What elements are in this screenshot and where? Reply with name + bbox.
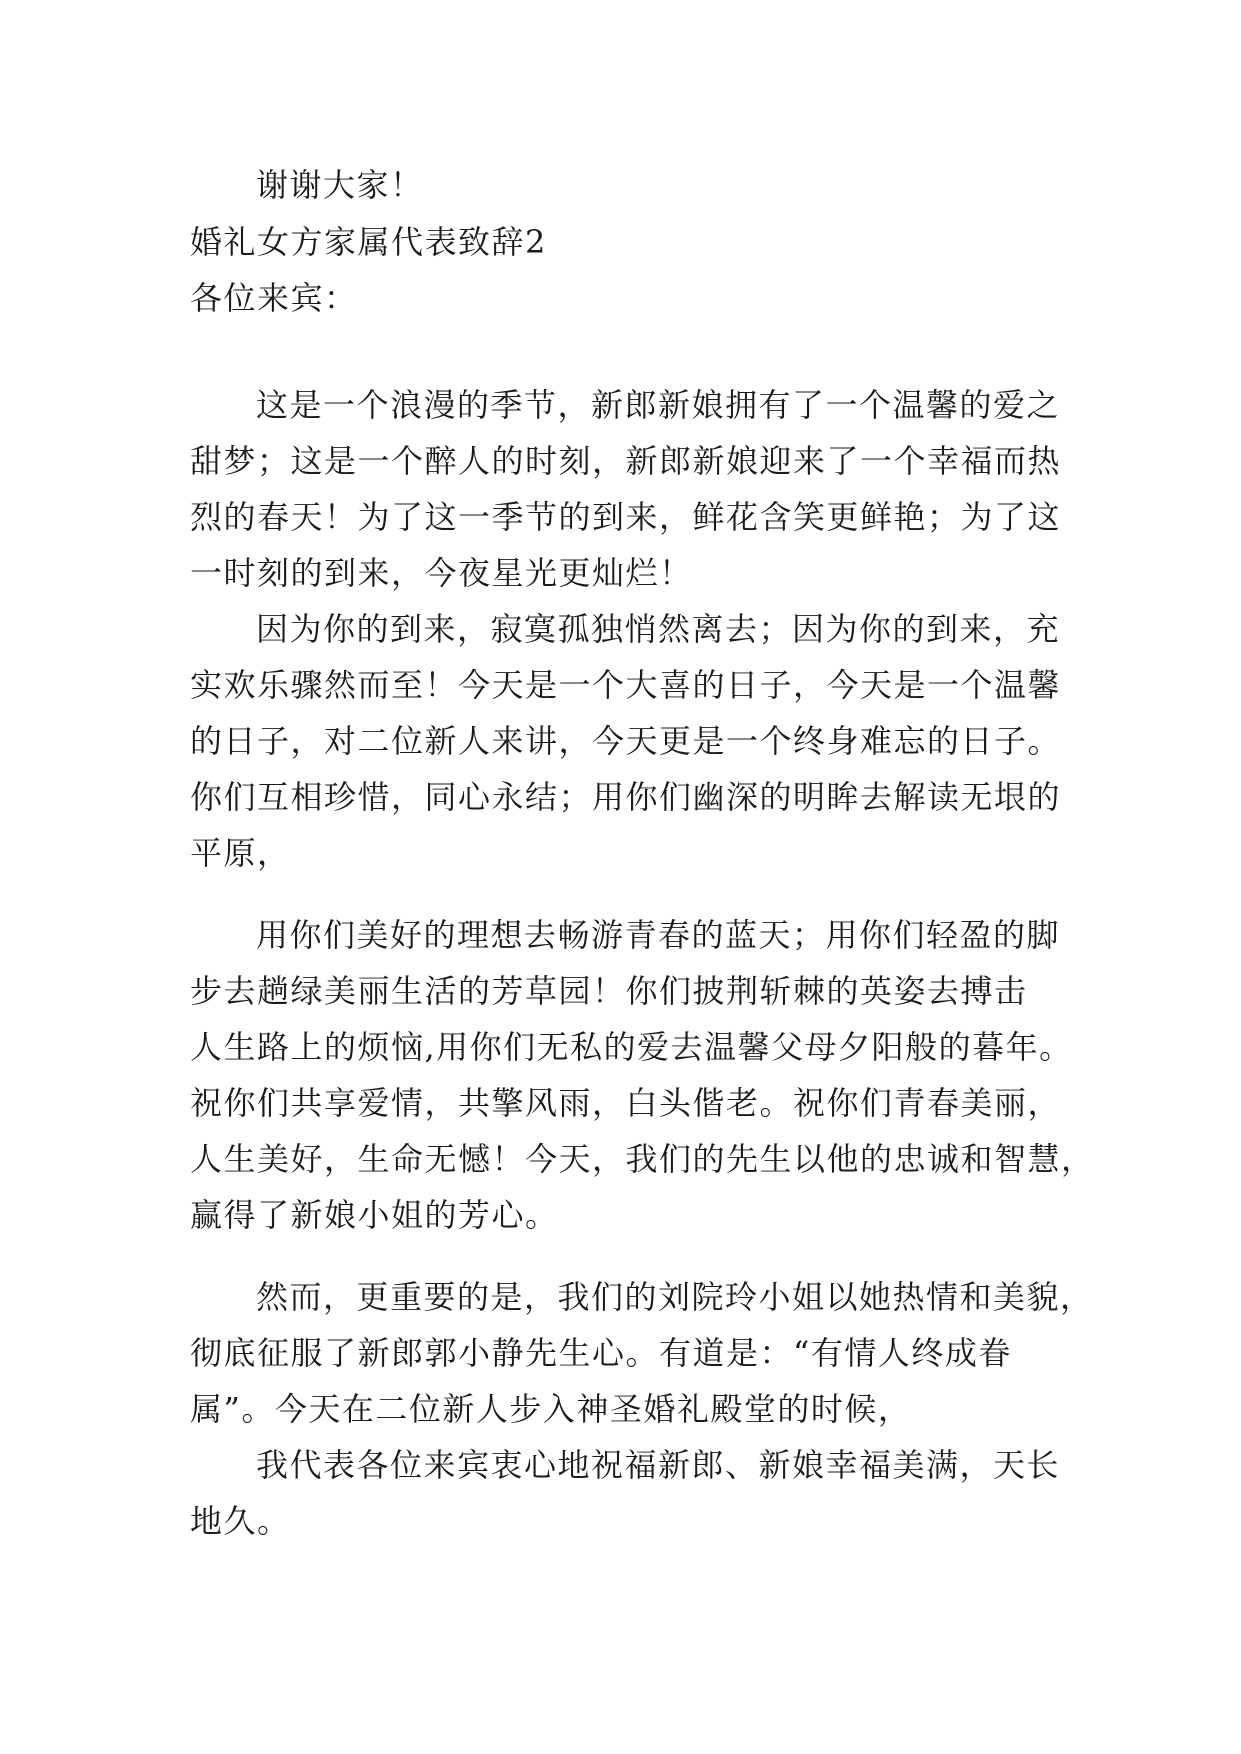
paragraph-line: 我代表各位来宾衷心地祝福新郎、新娘幸福美满，天长 [256, 1446, 1061, 1484]
paragraph-line: 祝你们共享爱情，共擎风雨，白头偕老。祝你们青春美丽， [190, 1084, 1062, 1122]
paragraph-line: 人生路上的烦恼,用你们无私的爱去温馨父母夕阳般的暮年。 [190, 1028, 1073, 1066]
paragraph-line: 平原， [190, 834, 291, 872]
paragraph-line: 的日子，对二位新人来讲，今天更是一个终身难忘的日子。 [190, 722, 1062, 760]
paragraph-line: 你们互相珍惜，同心永结；用你们幽深的明眸去解读无垠的 [190, 778, 1062, 816]
paragraph-line: 然而，更重要的是，我们的刘院玲小姐以她热情和美貌， [256, 1278, 1094, 1316]
document-heading: 婚礼女方家属代表致辞2 [190, 223, 547, 261]
paragraph-line: 赢得了新娘小姐的芳心。 [190, 1196, 559, 1234]
paragraph-line: 人生美好，生命无憾！今天，我们的先生以他的忠诚和智慧， [190, 1140, 1095, 1178]
paragraph-line: 实欢乐骤然而至！今天是一个大喜的日子，今天是一个温馨 [190, 666, 1062, 704]
paragraph-line: 步去趟绿美丽生活的芳草园！你们披荆斩棘的英姿去搏击 [190, 972, 1028, 1010]
paragraph-line: 甜梦；这是一个醉人的时刻，新郎新娘迎来了一个幸福而热 [190, 442, 1062, 480]
paragraph-line: 这是一个浪漫的季节，新郎新娘拥有了一个温馨的爱之 [256, 386, 1061, 424]
paragraph-line: 彻底征服了新郎郭小静先生心。有道是：“有情人终成眷 [190, 1334, 1012, 1372]
paragraph-line: 属”。今天在二位新人步入神圣婚礼殿堂的时候， [190, 1390, 912, 1428]
paragraph-line: 一时刻的到来，今夜星光更灿烂！ [190, 554, 693, 592]
salutation-line: 各位来宾： [190, 279, 358, 317]
paragraph-line: 用你们美好的理想去畅游青春的蓝天；用你们轻盈的脚 [256, 916, 1061, 954]
closing-line: 谢谢大家！ [256, 166, 424, 204]
paragraph-line: 地久。 [190, 1502, 291, 1540]
paragraph-line: 因为你的到来，寂寞孤独悄然离去；因为你的到来，充 [256, 610, 1061, 648]
paragraph-line: 烈的春天！为了这一季节的到来，鲜花含笑更鲜艳；为了这 [190, 498, 1062, 536]
